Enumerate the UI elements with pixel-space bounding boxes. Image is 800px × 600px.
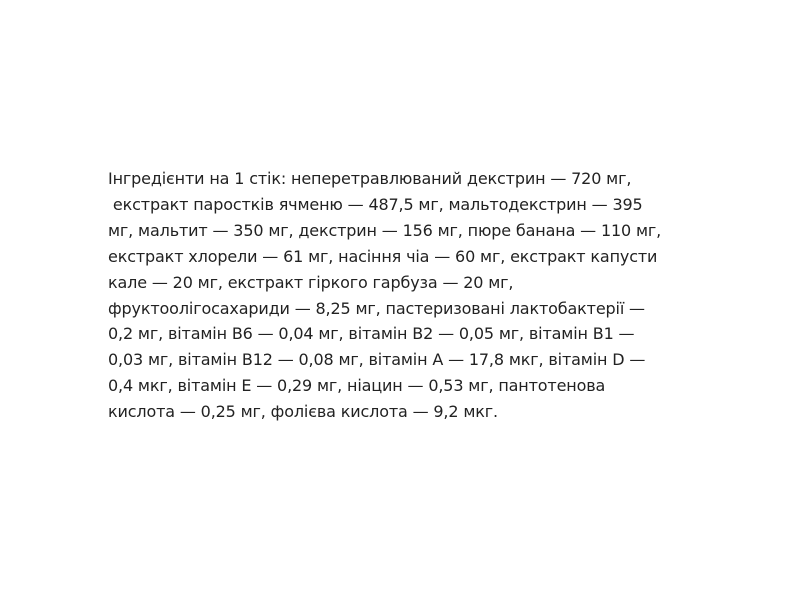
ingredients-line: мг, мальтит — 350 мг, декстрин — 156 мг, пюре банана — 110 мг, (108, 220, 662, 240)
ingredients-text (108, 166, 708, 425)
ingredients-line: кислота — 0,25 мг, фолієва кислота — 9,2 мкг. (108, 402, 498, 422)
ingredients-line: фруктоолігосахариди — 8,25 мг, пастеризовані лактобактерії — (108, 298, 645, 318)
ingredients-line: Інгредієнти на 1 стік: неперетравлюваний декстрин — 720 мг, (108, 169, 632, 188)
ingredients-line: кале — 20 мг, екстракт гіркого гарбуза — 20 мг, (108, 272, 514, 292)
ingredients-line: 0,4 мкг, вітамін Е — 0,29 мг, ніацин — 0,53 мг, пантотенова (108, 376, 606, 396)
ingredients-line: екстракт паростків ячменю — 487,5 мг, мальтодекстрин — 395 (108, 194, 643, 214)
ingredients-line: екстракт хлорели — 61 мг, насіння чіа — 60 мг, екстракт капусти (108, 246, 658, 266)
ingredients-line: 0,03 мг, вітамін В12 — 0,08 мг, вітамін А — 17,8 мкг, вітамін D — (108, 350, 646, 370)
ingredients-line: 0,2 мг, вітамін В6 — 0,04 мг, вітамін В2 — 0,05 мг, вітамін В1 — (108, 324, 635, 344)
